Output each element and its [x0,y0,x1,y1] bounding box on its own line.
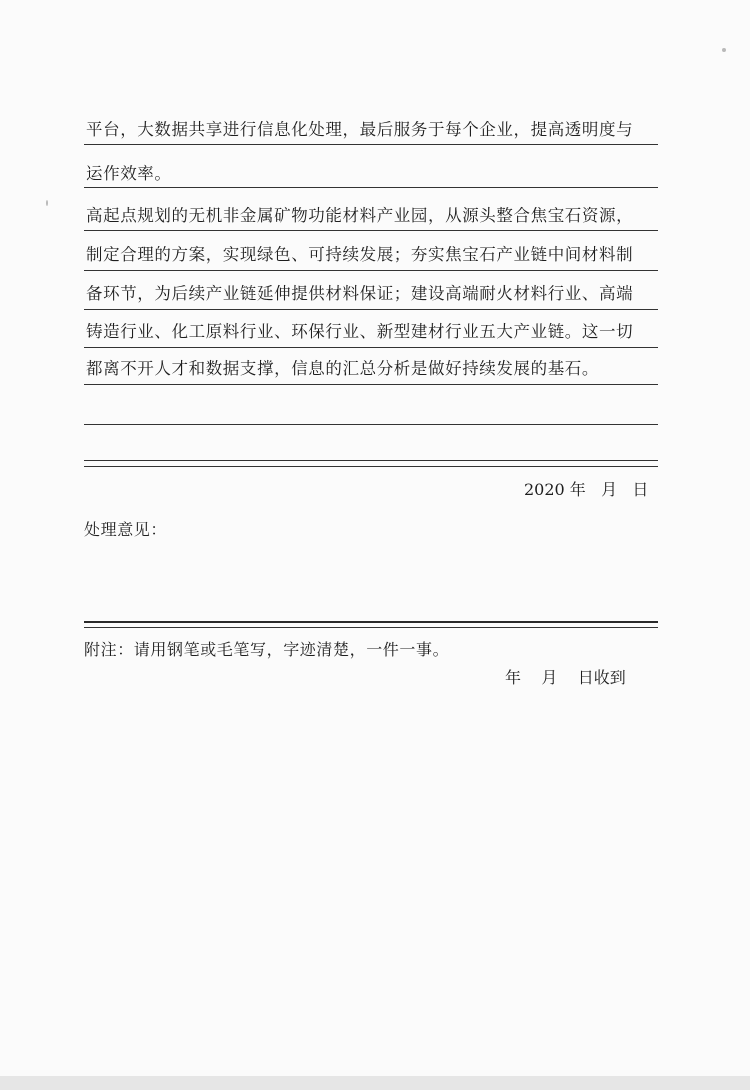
empty-rule-1 [84,424,658,425]
body-line-7: 都离不开人才和数据支撑，信息的汇总分析是做好持续发展的基石。 [86,359,599,378]
note-text: 附注：请用钢笔或毛笔写，字迹清楚，一件一事。 [84,640,450,659]
body-line-5: 备环节，为后续产业链延伸提供材料保证；建设高端耐火材料行业、高端 [86,284,634,303]
underline-6 [84,347,658,348]
body-line-3: 高起点规划的无机非金属矿物功能材料产业园，从源头整合焦宝石资源， [86,206,634,225]
received-line: 年 月 日收到 [505,668,626,687]
section-rule-top [84,621,658,623]
underline-1 [84,144,658,145]
underline-2 [84,187,658,188]
underline-7 [84,384,658,385]
underline-4 [84,270,658,271]
scan-speck [46,200,48,206]
underline-3 [84,230,658,231]
opinion-label: 处理意见： [84,520,168,539]
body-line-2: 运作效率。 [86,164,172,183]
double-rule-bottom [84,466,658,467]
underline-5 [84,309,658,310]
body-line-1: 平台，大数据共享进行信息化处理，最后服务于每个企业，提高透明度与 [86,120,634,139]
scan-speck [722,48,726,52]
section-rule-bottom [84,627,658,628]
body-line-4: 制定合理的方案，实现绿色、可持续发展；夯实焦宝石产业链中间材料制 [86,245,634,264]
body-line-6: 铸造行业、化工原料行业、环保行业、新型建材行业五大产业链。这一切 [86,322,634,341]
double-rule-top [84,460,658,461]
bottom-strip [0,1076,750,1090]
date-line: 2020 年 月 日 [524,480,649,499]
